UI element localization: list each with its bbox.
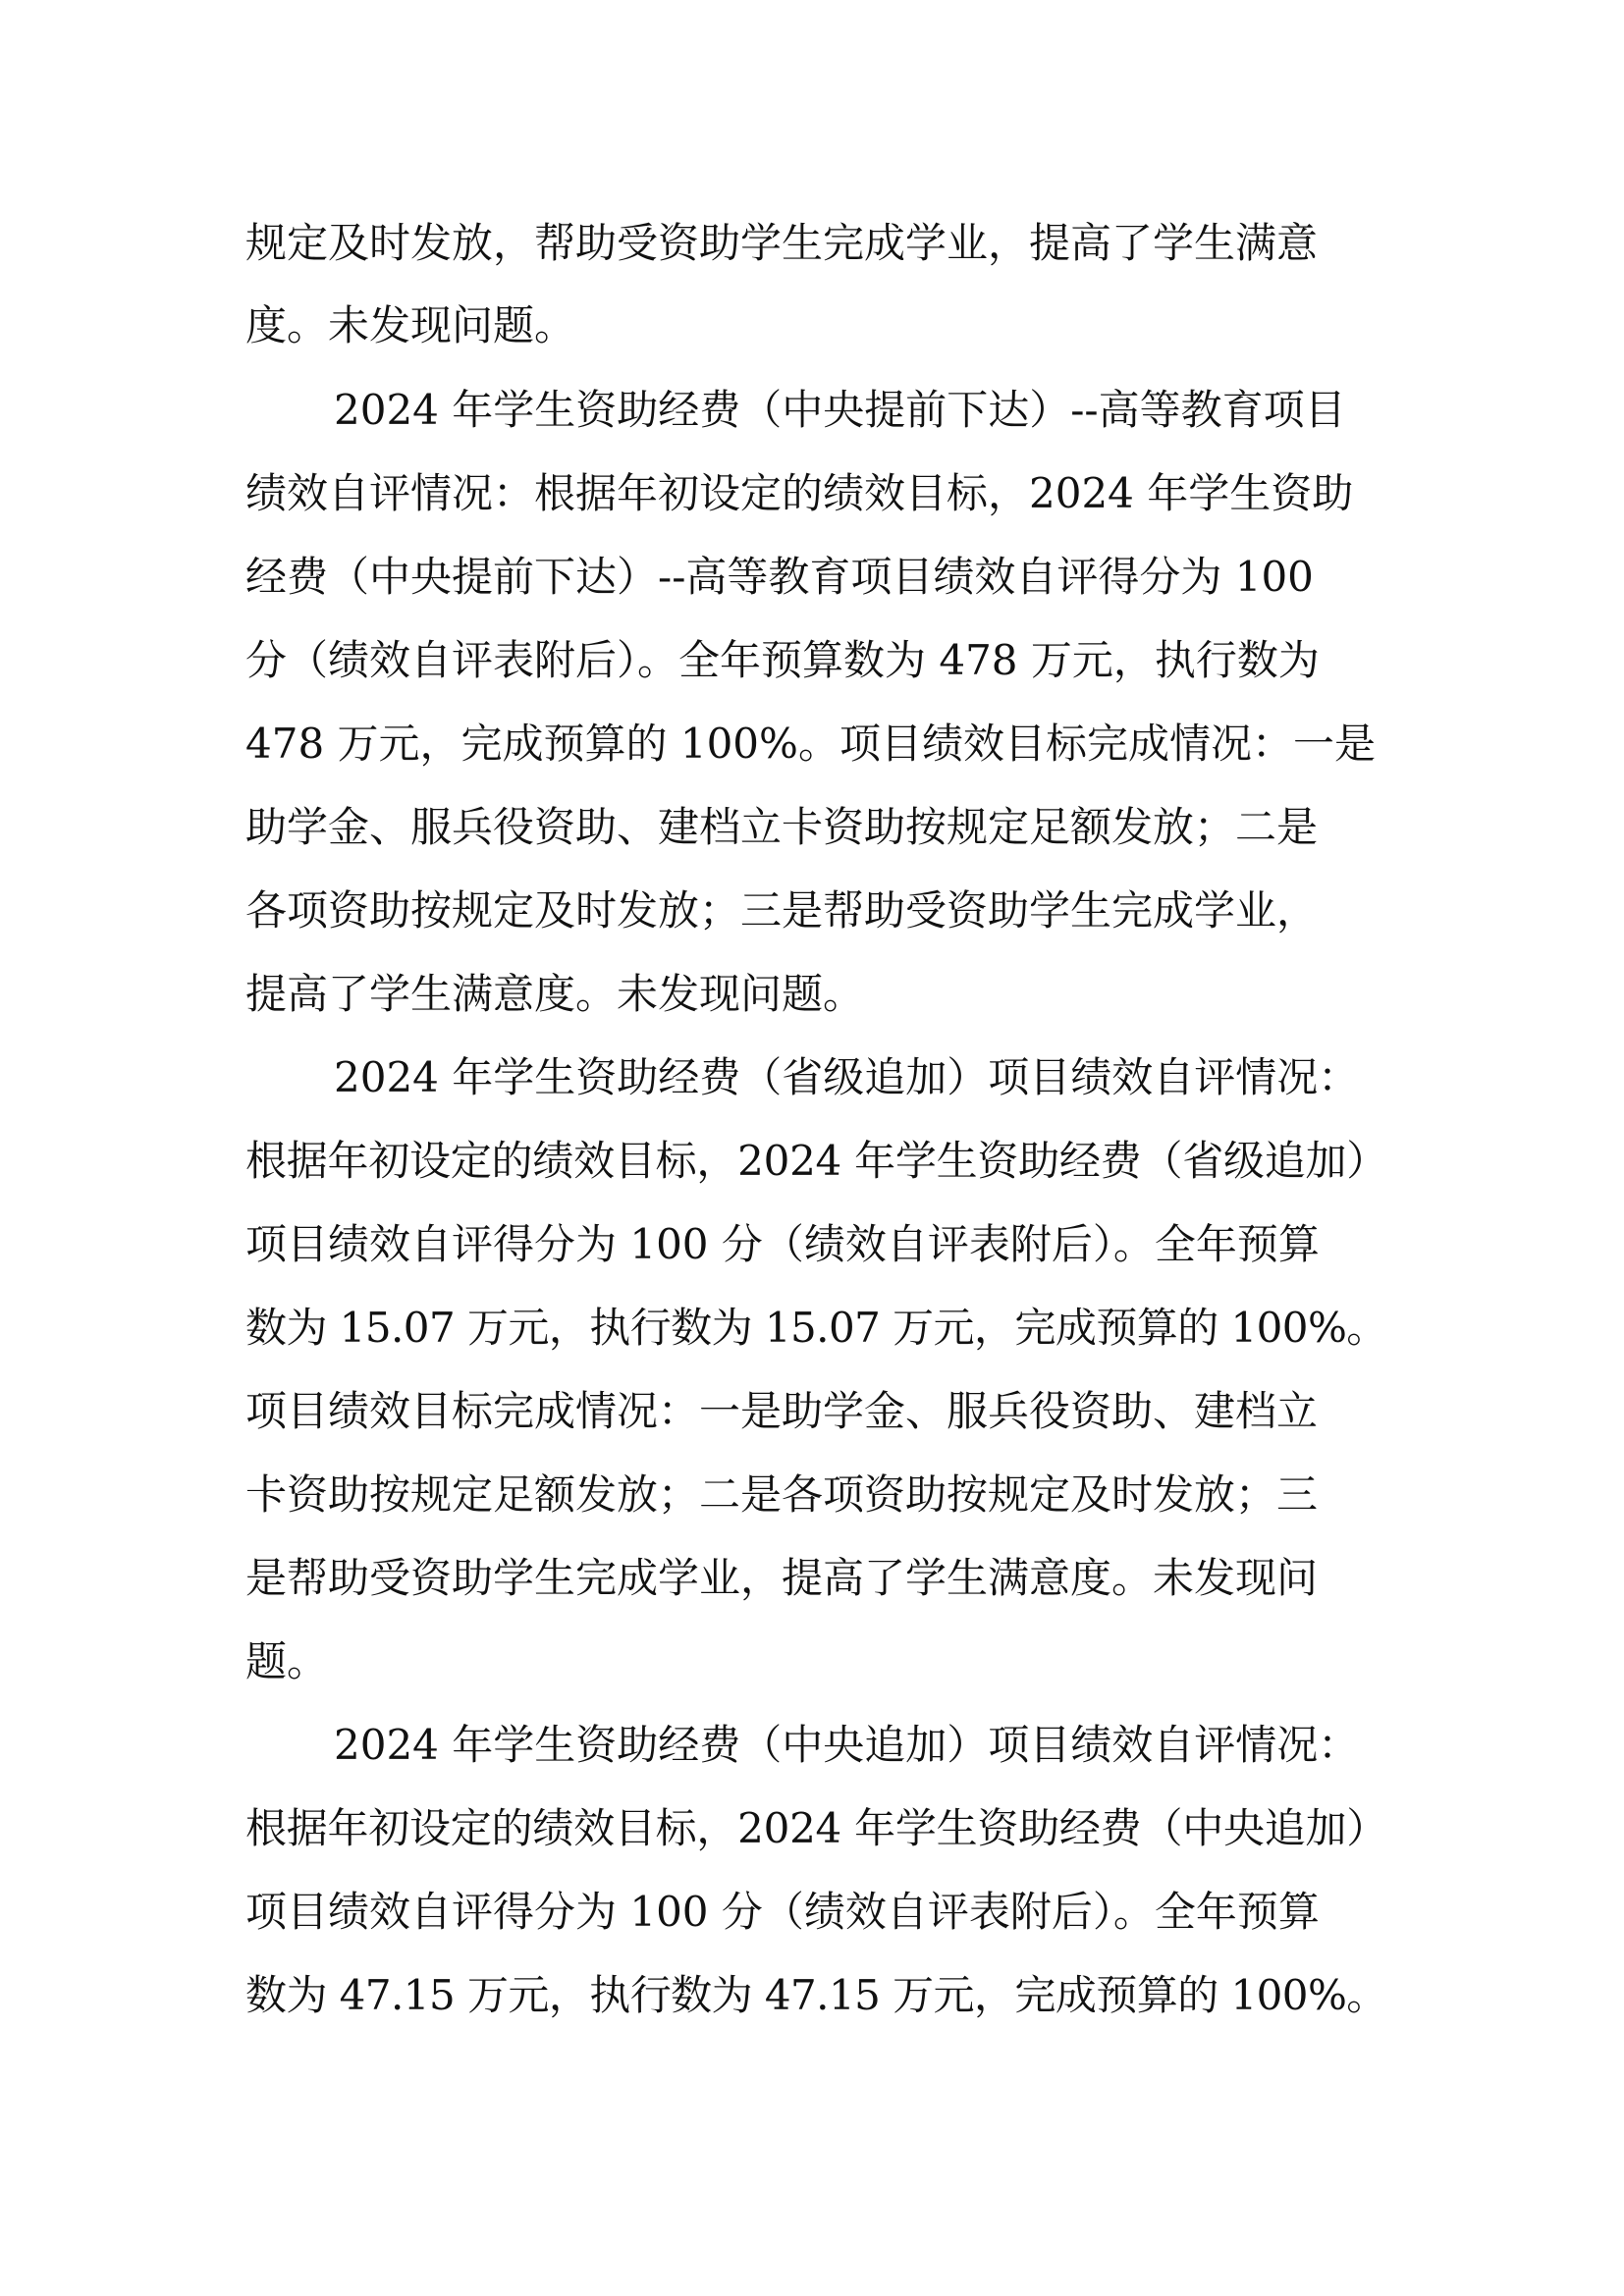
text-line: 助学金、服兵役资助、建档立卡资助按规定足额发放；二是 xyxy=(245,803,1319,851)
text-line: 各项资助按规定及时发放；三是帮助受资助学生完成学业， xyxy=(245,886,1319,934)
text-line: 规定及时发放，帮助受资助学生完成学业，提高了学生满意 xyxy=(245,219,1319,267)
paragraph-first-line: 2024 年学生资助经费（中央追加）项目绩效自评情况： xyxy=(334,1721,1360,1769)
text-line: 478 万元，完成预算的 100%。项目绩效目标完成情况：一是 xyxy=(245,720,1376,768)
text-line: 题。 xyxy=(245,1637,329,1685)
text-line: 数为 15.07 万元，执行数为 15.07 万元，完成预算的 100%。 xyxy=(245,1304,1387,1352)
text-line: 绩效自评情况：根据年初设定的绩效目标，2024 年学生资助 xyxy=(245,469,1354,517)
text-line: 是帮助受资助学生完成学业，提高了学生满意度。未发现问 xyxy=(245,1554,1319,1602)
text-line: 项目绩效自评得分为 100 分（绩效自评表附后）。全年预算 xyxy=(245,1220,1320,1268)
paragraph-first-line: 2024 年学生资助经费（中央提前下达）--高等教育项目 xyxy=(334,386,1346,434)
text-line: 数为 47.15 万元，执行数为 47.15 万元，完成预算的 100%。 xyxy=(245,1971,1387,2019)
text-line: 提高了学生满意度。未发现问题。 xyxy=(245,970,865,1018)
text-line: 项目绩效目标完成情况：一是助学金、服兵役资助、建档立 xyxy=(245,1387,1319,1435)
text-line: 分（绩效自评表附后）。全年预算数为 478 万元，执行数为 xyxy=(245,636,1320,684)
text-line: 度。未发现问题。 xyxy=(245,301,576,349)
text-line: 根据年初设定的绩效目标，2024 年学生资助经费（中央追加） xyxy=(245,1804,1387,1852)
text-line: 项目绩效自评得分为 100 分（绩效自评表附后）。全年预算 xyxy=(245,1888,1320,1936)
text-line: 经费（中央提前下达）--高等教育项目绩效自评得分为 100 xyxy=(245,553,1314,601)
text-line: 根据年初设定的绩效目标，2024 年学生资助经费（省级追加） xyxy=(245,1137,1387,1185)
text-line: 卡资助按规定足额发放；二是各项资助按规定及时发放；三 xyxy=(245,1470,1319,1519)
paragraph-first-line: 2024 年学生资助经费（省级追加）项目绩效自评情况： xyxy=(334,1053,1360,1101)
